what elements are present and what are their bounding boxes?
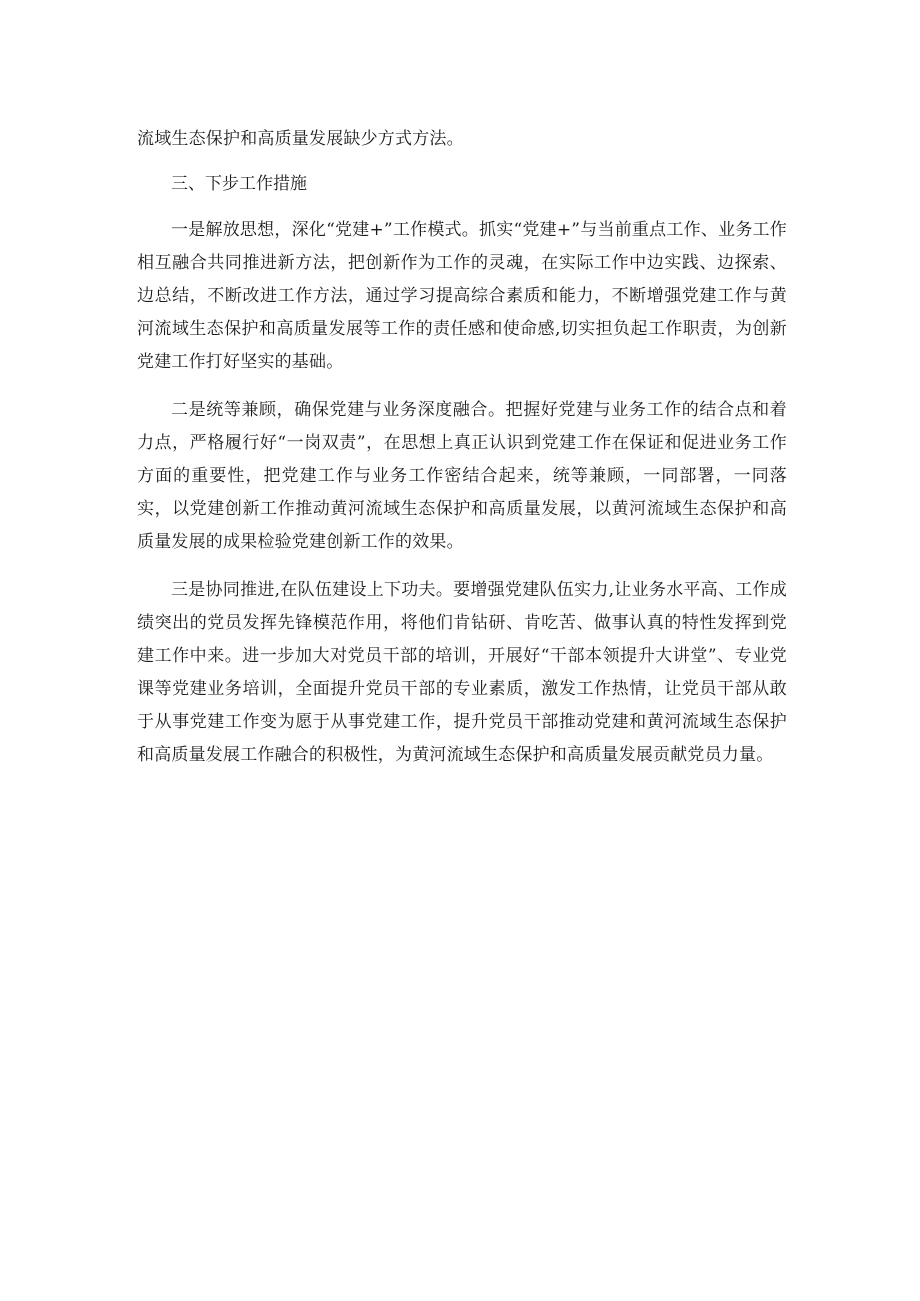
continuation-text: 流域生态保护和高质量发展缺少方式方法。: [137, 129, 464, 149]
paragraph-3: 三是协同推进,在队伍建设上下功夫。要增强党建队伍实力,让业务水平高、工作成绩突出的党员发挥先锋模范作用，将他们肯钻研、肯吃苦、做事认真的特性发挥到党建工作中来。进一步加大对党员干部的培训，开展好“干部本领提升大讲堂”、专业党课等党建业务培训，全面提升党员干部的专业素质，激发工作热情，让党员干部从敢于从事党建工作变为愿于从事党建工作，提升党员干部推动党建和黄河流域生态保护和高质量发展工作融合的积极性，为黄河流域生态保护和高质量发展贡献党员力量。: [137, 580, 787, 765]
paragraph-2: 二是统等兼顾，确保党建与业务深度融合。把握好党建与业务工作的结合点和着力点，严格履行好“一岗双责”，在思想上真正认识到党建工作在保证和促进业务工作方面的重要性，把党建工作与业务工作密结合起来，统等兼顾，一同部署，一同落实，以党建创新工作推动黄河流域生态保护和高质量发展，以黄河流域生态保护和高质量发展的成果检验党建创新工作的效果。: [137, 400, 787, 552]
paragraph-1: 一是解放思想，深化“党建+”工作模式。抓实“党建+”与当前重点工作、业务工作相互融合共同推进新方法，把创新作为工作的灵魂，在实际工作中边实践、边探索、边总结，不断改进工作方法，通过学习提高综合素质和能力，不断增强党建工作与黄河流域生态保护和高质量发展等工作的责任感和使命感,切实担负起工作职责，为创新党建工作打好坚实的基础。: [137, 220, 787, 372]
document-page: [137, 123, 787, 772]
section-heading: 三、下步工作措施: [171, 174, 307, 194]
